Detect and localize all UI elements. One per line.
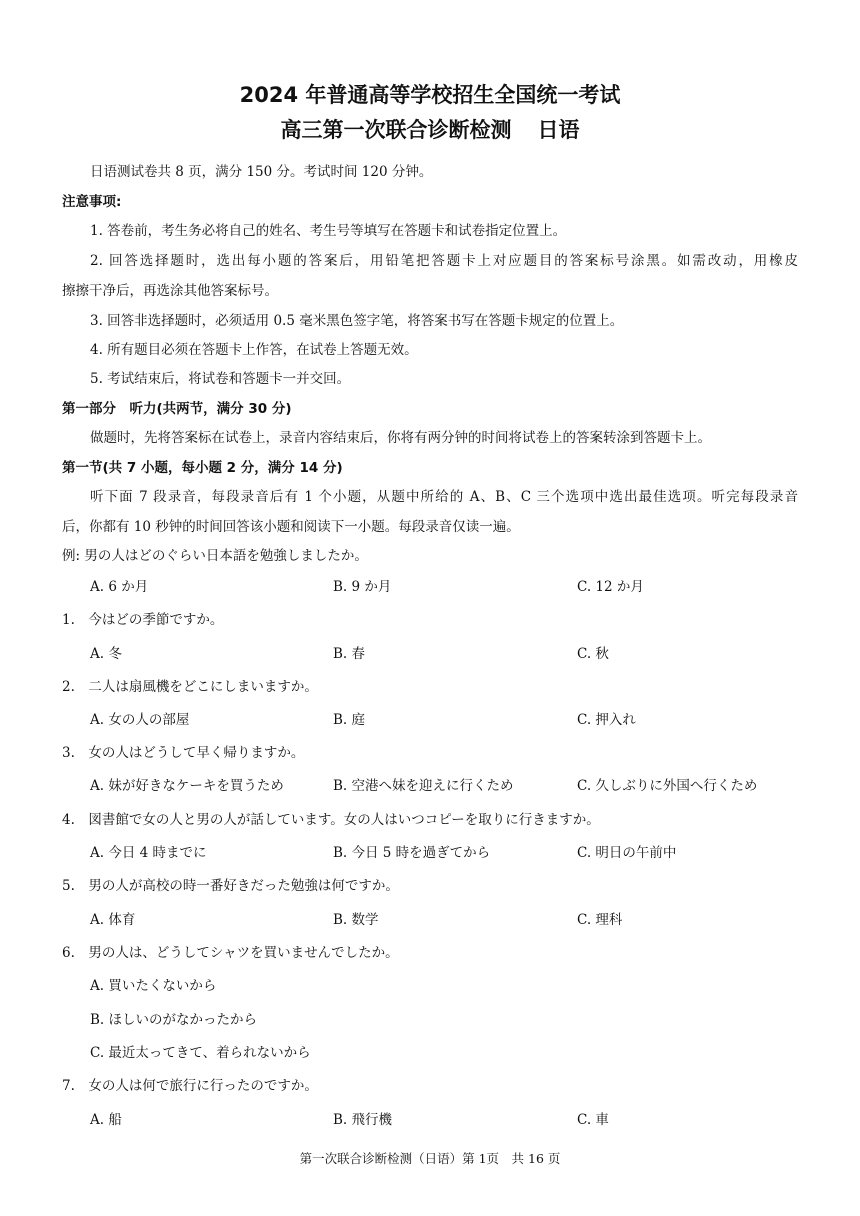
subtitle-subject: 日语	[537, 118, 580, 142]
question-5-option-c: C. 理科	[577, 912, 623, 928]
exam-subtitle	[0, 115, 860, 145]
question-4-option-c: C. 明日の午前中	[577, 845, 677, 861]
question-3-option-a: A. 妹が好きなケーキを買うため	[90, 778, 284, 794]
example-option-a: A. 6 か月	[90, 579, 149, 595]
example-option-b: B. 9 か月	[333, 579, 392, 595]
subtitle-main: 高三第一次联合诊断检测	[280, 118, 512, 142]
notice-item: 1. 答卷前，考生务必将自己的姓名、考生号等填写在答题卡和试卷指定位置上。	[90, 223, 567, 239]
question-1-option-a: A. 冬	[90, 646, 122, 662]
example-option-c: C. 12 か月	[577, 579, 644, 595]
question-7-option-b: B. 飛行機	[333, 1112, 393, 1128]
intro-text: 日语测试卷共 8 页，满分 150 分。考试时间 120 分钟。	[90, 164, 433, 180]
part1-heading: 第一部分 听力(共两节，满分 30 分)	[62, 401, 292, 417]
question-5: 5. 男の人が高校の時一番好きだった勉強は何ですか。	[62, 878, 399, 894]
question-6-option-a: A. 買いたくないから	[90, 978, 217, 994]
notice-item: 4. 所有题目必须在答题卡上作答，在试卷上答题无效。	[90, 342, 418, 358]
question-1: 1. 今はどの季節ですか。	[62, 612, 224, 628]
question-6: 6. 男の人は、どうしてシャツを買いませんでしたか。	[62, 945, 399, 961]
question-3-option-b: B. 空港へ妹を迎えに行くため	[333, 778, 514, 794]
question-3: 3. 女の人はどうして早く帰りますか。	[62, 745, 305, 761]
question-7-option-a: A. 船	[90, 1112, 122, 1128]
question-7: 7. 女の人は何で旅行に行ったのですか。	[62, 1078, 318, 1094]
notice-item: 3. 回答非选择题时，必须适用 0.5 毫米黑色签字笔，将答案书写在答题卡规定的位置上。	[90, 313, 624, 329]
question-2-option-c: C. 押入れ	[577, 712, 636, 728]
question-6-option-c: C. 最近太ってきて、着られないから	[90, 1045, 311, 1061]
notice-item: 2. 回答选择题时，选出每小题的答案后，用铅笔把答题卡上对应题目的答案标号涂黑。如需改动，用橡皮	[90, 253, 798, 269]
question-7-option-c: C. 車	[577, 1112, 609, 1128]
example-question: 例: 男の人はどのぐらい日本語を勉強しましたか。	[62, 548, 368, 564]
question-4: 4. 図書館で女の人と男の人が話しています。女の人はいつコピーを取りに行きますか。	[62, 812, 600, 828]
question-3-option-c: C. 久しぶりに外国へ行くため	[577, 778, 758, 794]
question-2-option-a: A. 女の人の部屋	[90, 712, 190, 728]
question-6-option-b: B. ほしいのがなかったから	[90, 1012, 258, 1028]
section1-instruction: 听下面 7 段录音，每段录音后有 1 个小题，从题中所给的 A、B、C 三个选项中选出最佳选项。听完每段录音	[90, 489, 798, 505]
part1-instruction: 做题时，先将答案标在试卷上，录音内容结束后，你将有两分钟的时间将试卷上的答案转涂到答题卡上。	[90, 430, 711, 446]
section1-heading: 第一节(共 7 小题，每小题 2 分，满分 14 分)	[62, 460, 343, 476]
page-footer: 第一次联合诊断检测（日语）第 1页 共 16 页	[299, 1151, 561, 1166]
question-5-option-b: B. 数学	[333, 912, 379, 928]
question-1-option-c: C. 秋	[577, 646, 609, 662]
question-2: 2. 二人は扇風機をどこにしまいますか。	[62, 679, 318, 695]
notice-item: 5. 考试结束后，将试卷和答题卡一并交回。	[90, 371, 351, 387]
question-4-option-b: B. 今日 5 時を過ぎてから	[333, 845, 491, 861]
exam-title: 2024 年普通高等学校招生全国统一考试	[239, 83, 621, 107]
question-4-option-a: A. 今日 4 時までに	[90, 845, 207, 861]
question-2-option-b: B. 庭	[333, 712, 366, 728]
section1-instruction-continued: 后，你都有 10 秒钟的时间回答该小题和阅读下一小题。每段录音仅读一遍。	[62, 519, 520, 535]
question-5-option-a: A. 体育	[90, 912, 136, 928]
question-1-option-b: B. 春	[333, 646, 366, 662]
notice-heading: 注意事项:	[62, 194, 122, 210]
notice-item-continued: 擦擦干净后，再选涂其他答案标号。	[62, 283, 278, 299]
